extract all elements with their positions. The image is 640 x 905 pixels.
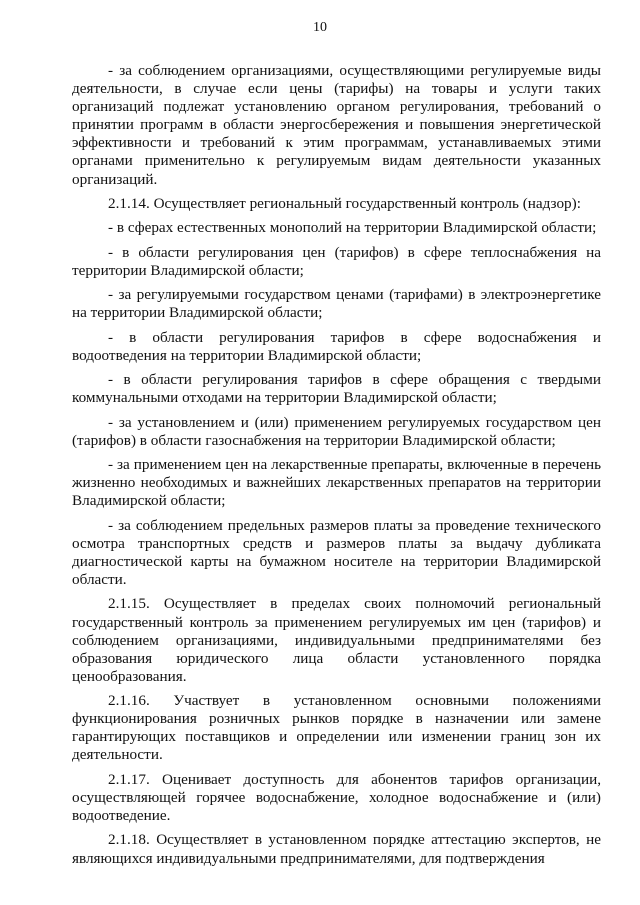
- document-body: [72, 62, 601, 874]
- paragraph-2-1-15: 2.1.15. Осуществляет в пределах своих полномочий региональный государственный контроль за применением регулируемых им цен (тарифов) и соблюдением организациями, индивидуальными предпринимателями без образования юридического лица области установленного порядка ценообразования.: [72, 595, 601, 685]
- paragraph-2-1-18: 2.1.18. Осуществляет в установленном порядке аттестацию экспертов, не являющихся индивидуальными предпринимателями, для подтверждения: [72, 831, 601, 867]
- list-item-technical-inspection: - за соблюдением предельных размеров платы за проведение технического осмотра транспортных средств и размеров платы за выдачу дубликата диагностической карты на бумажном носителе на территории Владимирской области.: [72, 516, 601, 589]
- list-item-heat-supply: - в области регулирования цен (тарифов) в сфере теплоснабжения на территории Владимирской области;: [72, 243, 601, 279]
- paragraph-2-1-14: 2.1.14. Осуществляет региональный государственный контроль (надзор):: [108, 194, 581, 212]
- list-item-electric-power: - за регулируемыми государством ценами (тарифами) в электроэнергетике на территории Владимирской области;: [72, 286, 601, 322]
- paragraph-2-1-16: 2.1.16. Участвует в установленном основными положениями функционирования розничных рынков порядке в назначении или замене гарантирующих поставщиков и определении или изменении границ зон их деятельности.: [72, 692, 601, 764]
- list-item-medicines: - за применением цен на лекарственные препараты, включенные в перечень жизненно необходимых и важнейших лекарственных препаратов на территории Владимирской области;: [72, 456, 601, 510]
- list-item-water-supply: - в области регулирования тарифов в сфере водоснабжения и водоотведения на территории Владимирской области;: [72, 328, 601, 364]
- page-number: 10: [313, 20, 327, 35]
- paragraph-2-1-17: 2.1.17. Оценивает доступность для абонентов тарифов организации, осуществляющей горячее водоснабжение, холодное водоснабжение и (или) водоотведение.: [72, 770, 601, 825]
- list-item-solid-waste: - в области регулирования тарифов в сфере обращения с твердыми коммунальными отходами на территории Владимирской области;: [72, 371, 601, 407]
- list-item-gas-supply: - за установлением и (или) применением регулируемых государством цен (тарифов) в области газоснабжения на территории Владимирской области;: [72, 413, 601, 449]
- paragraph-energy-saving-control: - за соблюдением организациями, осуществляющими регулируемые виды деятельности, в случае если цены (тарифы) на товары и услуги таких организаций подлежат установлению органом регулирования, требований о принятии программ в области энергосбережения и повышения энергетической эффективности и требований к этим программам, устанавливаемых этими органами применительно к регулируемым видам деятельности указанных организаций.: [72, 62, 601, 188]
- list-item-natural-monopolies: - в сферах естественных монополий на территории Владимирской области;: [108, 219, 597, 237]
